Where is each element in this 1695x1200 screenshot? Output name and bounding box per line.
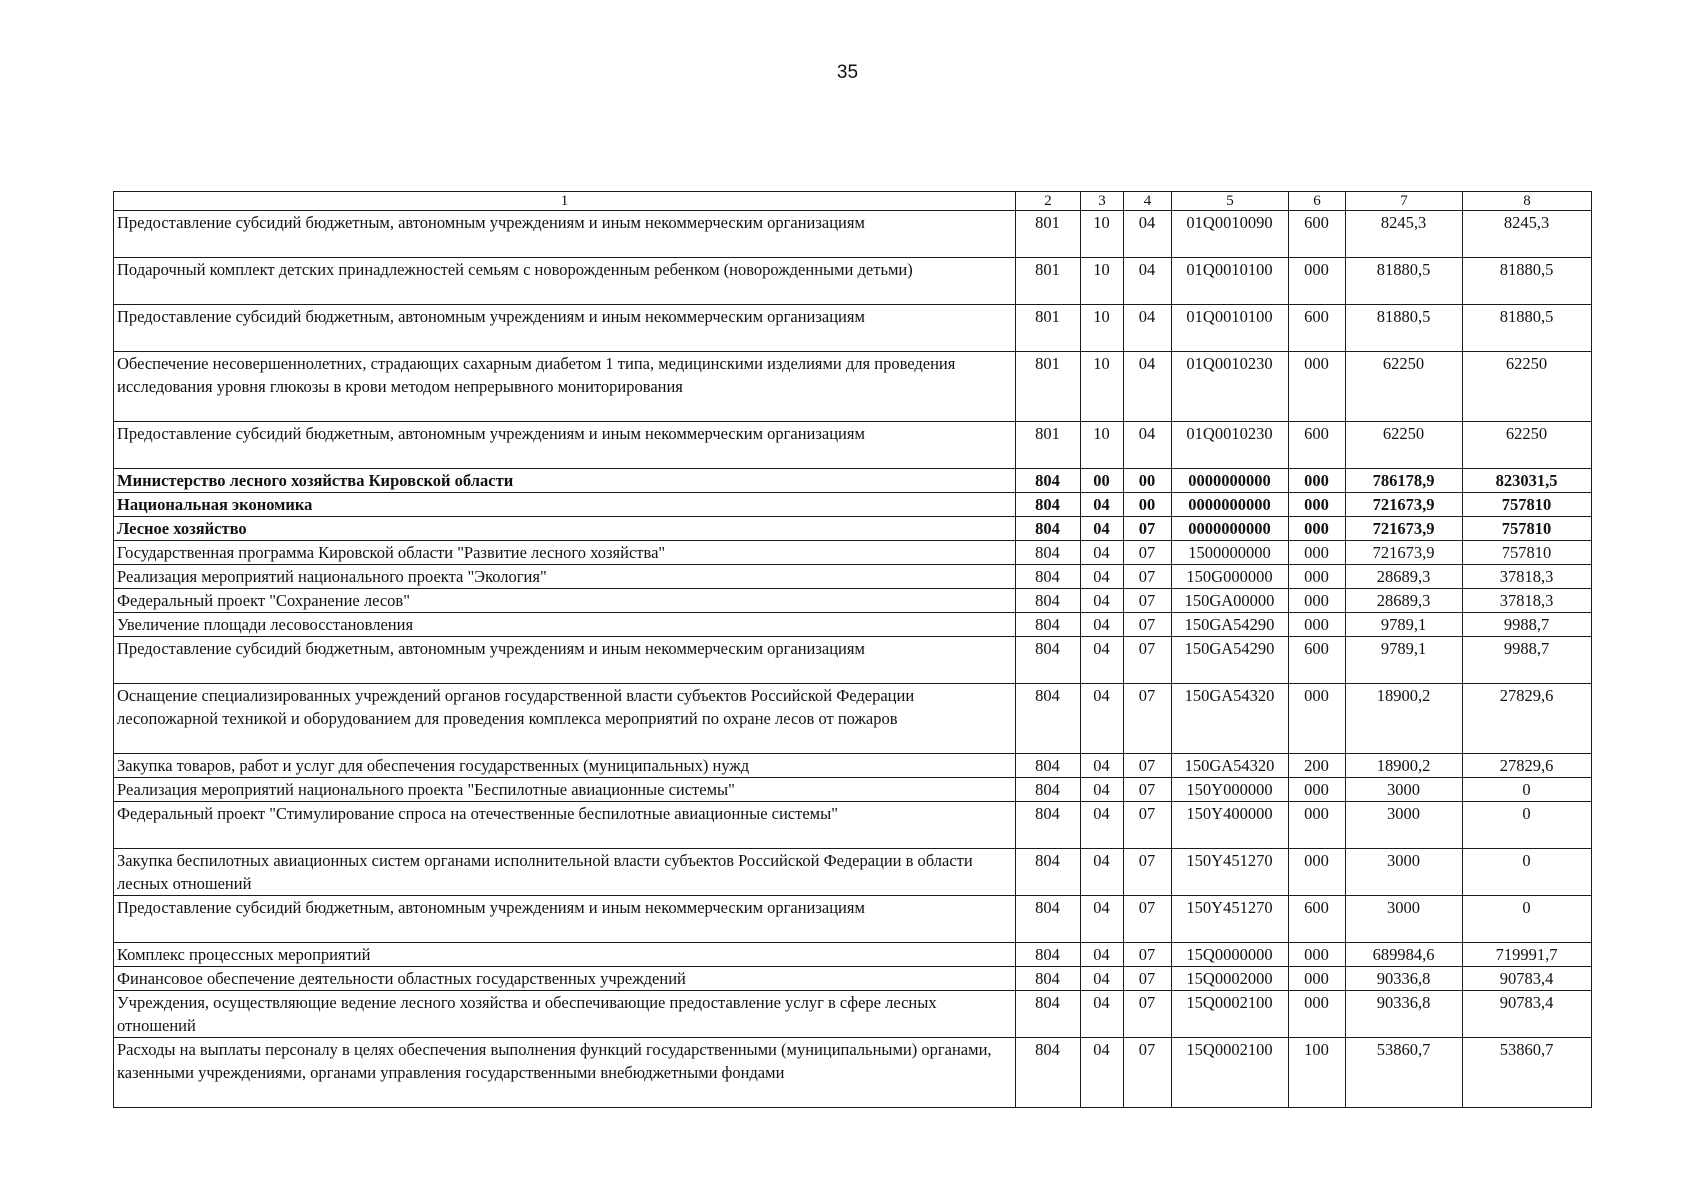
section-cell: 04 [1081, 991, 1124, 1038]
sum-2027-cell: 27829,6 [1463, 684, 1592, 754]
sum-2026-cell: 18900,2 [1346, 754, 1463, 778]
section-cell: 04 [1081, 637, 1124, 684]
expense-type-cell: 000 [1289, 778, 1346, 802]
rzp-code-cell: 804 [1016, 754, 1081, 778]
target-article-cell: 150Y000000 [1172, 778, 1289, 802]
target-article-cell: 15Q0002000 [1172, 967, 1289, 991]
subsection-cell: 04 [1124, 258, 1172, 305]
expense-type-cell: 600 [1289, 305, 1346, 352]
expense-type-cell: 000 [1289, 352, 1346, 422]
sum-2027-cell: 37818,3 [1463, 589, 1592, 613]
subsection-cell: 07 [1124, 1038, 1172, 1108]
sum-2027-cell: 757810 [1463, 517, 1592, 541]
table-row [114, 211, 1592, 258]
column-number-cell: 8 [1463, 192, 1592, 211]
sum-2026-cell: 721673,9 [1346, 493, 1463, 517]
rzp-code-cell: 804 [1016, 778, 1081, 802]
subsection-cell: 07 [1124, 896, 1172, 943]
sum-2027-cell: 823031,5 [1463, 469, 1592, 493]
sum-2027-cell: 62250 [1463, 422, 1592, 469]
target-article-cell: 150GA54290 [1172, 637, 1289, 684]
expense-type-cell: 000 [1289, 943, 1346, 967]
rzp-code-cell: 804 [1016, 802, 1081, 849]
sum-2027-cell: 0 [1463, 802, 1592, 849]
row-name-cell: Подарочный комплект детских принадлежностей семьям с новорожденным ребенком (новорожденными детьми) [114, 258, 1016, 305]
expense-type-cell: 600 [1289, 896, 1346, 943]
table-row [114, 754, 1592, 778]
target-article-cell: 01Q0010090 [1172, 211, 1289, 258]
target-article-cell: 15Q0000000 [1172, 943, 1289, 967]
subsection-cell: 07 [1124, 589, 1172, 613]
expense-type-cell: 600 [1289, 422, 1346, 469]
rzp-code-cell: 804 [1016, 565, 1081, 589]
subsection-cell: 07 [1124, 613, 1172, 637]
rzp-code-cell: 804 [1016, 684, 1081, 754]
table-row [114, 637, 1592, 684]
expense-type-cell: 000 [1289, 967, 1346, 991]
table-row [114, 541, 1592, 565]
sum-2026-cell: 3000 [1346, 802, 1463, 849]
table-row [114, 613, 1592, 637]
expense-type-cell: 600 [1289, 637, 1346, 684]
rzp-code-cell: 801 [1016, 305, 1081, 352]
section-cell: 04 [1081, 849, 1124, 896]
expense-type-cell: 000 [1289, 684, 1346, 754]
sum-2027-cell: 62250 [1463, 352, 1592, 422]
row-name-cell: Обеспечение несовершеннолетних, страдающих сахарным диабетом 1 типа, медицинскими изделиями для проведения исследования уровня глюкозы в крови методом непрерывного мониторирования [114, 352, 1016, 422]
sum-2026-cell: 721673,9 [1346, 517, 1463, 541]
table-row [114, 967, 1592, 991]
expense-type-cell: 000 [1289, 493, 1346, 517]
column-number-cell: 2 [1016, 192, 1081, 211]
rzp-code-cell: 804 [1016, 469, 1081, 493]
sum-2027-cell: 0 [1463, 849, 1592, 896]
sum-2026-cell: 3000 [1346, 778, 1463, 802]
expense-type-cell: 000 [1289, 517, 1346, 541]
target-article-cell: 150Y451270 [1172, 849, 1289, 896]
column-number-cell: 1 [114, 192, 1016, 211]
rzp-code-cell: 804 [1016, 613, 1081, 637]
column-number-row [114, 192, 1592, 211]
budget-table [113, 191, 1592, 1108]
table-row [114, 589, 1592, 613]
target-article-cell: 01Q0010230 [1172, 352, 1289, 422]
rzp-code-cell: 804 [1016, 493, 1081, 517]
expense-type-cell: 200 [1289, 754, 1346, 778]
sum-2027-cell: 81880,5 [1463, 305, 1592, 352]
target-article-cell: 150GA54320 [1172, 684, 1289, 754]
sum-2026-cell: 28689,3 [1346, 565, 1463, 589]
target-article-cell: 15Q0002100 [1172, 1038, 1289, 1108]
expense-type-cell: 100 [1289, 1038, 1346, 1108]
section-cell: 10 [1081, 211, 1124, 258]
sum-2027-cell: 719991,7 [1463, 943, 1592, 967]
section-cell: 04 [1081, 565, 1124, 589]
rzp-code-cell: 804 [1016, 943, 1081, 967]
section-cell: 04 [1081, 589, 1124, 613]
section-cell: 04 [1081, 493, 1124, 517]
sum-2027-cell: 757810 [1463, 493, 1592, 517]
row-name-cell: Реализация мероприятий национального проекта "Экология" [114, 565, 1016, 589]
table-row [114, 258, 1592, 305]
row-name-cell: Государственная программа Кировской области "Развитие лесного хозяйства" [114, 541, 1016, 565]
subsection-cell: 07 [1124, 637, 1172, 684]
section-cell: 04 [1081, 754, 1124, 778]
rzp-code-cell: 801 [1016, 352, 1081, 422]
table-row [114, 517, 1592, 541]
subsection-cell: 07 [1124, 967, 1172, 991]
row-name-cell: Федеральный проект "Сохранение лесов" [114, 589, 1016, 613]
sum-2027-cell: 81880,5 [1463, 258, 1592, 305]
expense-type-cell: 000 [1289, 565, 1346, 589]
rzp-code-cell: 804 [1016, 967, 1081, 991]
sum-2026-cell: 90336,8 [1346, 967, 1463, 991]
subsection-cell: 07 [1124, 541, 1172, 565]
column-number-cell: 4 [1124, 192, 1172, 211]
expense-type-cell: 000 [1289, 589, 1346, 613]
sum-2027-cell: 9988,7 [1463, 637, 1592, 684]
sum-2027-cell: 0 [1463, 778, 1592, 802]
sum-2026-cell: 786178,9 [1346, 469, 1463, 493]
sum-2026-cell: 53860,7 [1346, 1038, 1463, 1108]
sum-2026-cell: 18900,2 [1346, 684, 1463, 754]
target-article-cell: 0000000000 [1172, 517, 1289, 541]
subsection-cell: 07 [1124, 565, 1172, 589]
subsection-cell: 07 [1124, 943, 1172, 967]
subsection-cell: 04 [1124, 352, 1172, 422]
row-name-cell: Предоставление субсидий бюджетным, автономным учреждениям и иным некоммерческим организациям [114, 305, 1016, 352]
section-cell: 10 [1081, 258, 1124, 305]
rzp-code-cell: 804 [1016, 541, 1081, 565]
column-number-cell: 6 [1289, 192, 1346, 211]
target-article-cell: 150GA00000 [1172, 589, 1289, 613]
target-article-cell: 0000000000 [1172, 493, 1289, 517]
row-name-cell: Федеральный проект "Стимулирование спроса на отечественные беспилотные авиационные системы" [114, 802, 1016, 849]
expense-type-cell: 600 [1289, 211, 1346, 258]
expense-type-cell: 000 [1289, 991, 1346, 1038]
row-name-cell: Оснащение специализированных учреждений органов государственной власти субъектов Российской Федерации лесопожарной техникой и оборудованием для проведения комплекса мероприятий по охране лесов от пожаров [114, 684, 1016, 754]
sum-2026-cell: 689984,6 [1346, 943, 1463, 967]
expense-type-cell: 000 [1289, 613, 1346, 637]
row-name-cell: Комплекс процессных мероприятий [114, 943, 1016, 967]
subsection-cell: 07 [1124, 754, 1172, 778]
target-article-cell: 150G000000 [1172, 565, 1289, 589]
rzp-code-cell: 801 [1016, 422, 1081, 469]
sum-2027-cell: 90783,4 [1463, 967, 1592, 991]
table-row [114, 991, 1592, 1038]
rzp-code-cell: 804 [1016, 849, 1081, 896]
sum-2026-cell: 9789,1 [1346, 637, 1463, 684]
section-cell: 04 [1081, 1038, 1124, 1108]
subsection-cell: 04 [1124, 305, 1172, 352]
subsection-cell: 04 [1124, 422, 1172, 469]
target-article-cell: 01Q0010230 [1172, 422, 1289, 469]
section-cell: 04 [1081, 541, 1124, 565]
section-cell: 00 [1081, 469, 1124, 493]
row-name-cell: Министерство лесного хозяйства Кировской области [114, 469, 1016, 493]
subsection-cell: 04 [1124, 211, 1172, 258]
target-article-cell: 01Q0010100 [1172, 305, 1289, 352]
table-row [114, 778, 1592, 802]
row-name-cell: Предоставление субсидий бюджетным, автономным учреждениям и иным некоммерческим организациям [114, 896, 1016, 943]
section-cell: 04 [1081, 517, 1124, 541]
sum-2027-cell: 27829,6 [1463, 754, 1592, 778]
column-number-cell: 3 [1081, 192, 1124, 211]
table-row [114, 684, 1592, 754]
row-name-cell: Предоставление субсидий бюджетным, автономным учреждениям и иным некоммерческим организациям [114, 211, 1016, 258]
subsection-cell: 07 [1124, 778, 1172, 802]
section-cell: 10 [1081, 422, 1124, 469]
rzp-code-cell: 804 [1016, 896, 1081, 943]
section-cell: 04 [1081, 967, 1124, 991]
sum-2026-cell: 9789,1 [1346, 613, 1463, 637]
sum-2026-cell: 3000 [1346, 849, 1463, 896]
target-article-cell: 1500000000 [1172, 541, 1289, 565]
subsection-cell: 07 [1124, 684, 1172, 754]
rzp-code-cell: 804 [1016, 517, 1081, 541]
row-name-cell: Национальная экономика [114, 493, 1016, 517]
table-row [114, 943, 1592, 967]
page-number: 35 [836, 62, 859, 83]
target-article-cell: 150Y400000 [1172, 802, 1289, 849]
column-number-cell: 5 [1172, 192, 1289, 211]
target-article-cell: 150GA54290 [1172, 613, 1289, 637]
target-article-cell: 01Q0010100 [1172, 258, 1289, 305]
section-cell: 04 [1081, 943, 1124, 967]
sum-2026-cell: 90336,8 [1346, 991, 1463, 1038]
section-cell: 04 [1081, 896, 1124, 943]
table-row [114, 565, 1592, 589]
section-cell: 04 [1081, 684, 1124, 754]
rzp-code-cell: 804 [1016, 637, 1081, 684]
sum-2026-cell: 721673,9 [1346, 541, 1463, 565]
sum-2027-cell: 8245,3 [1463, 211, 1592, 258]
row-name-cell: Увеличение площади лесовосстановления [114, 613, 1016, 637]
expense-type-cell: 000 [1289, 258, 1346, 305]
sum-2026-cell: 28689,3 [1346, 589, 1463, 613]
row-name-cell: Предоставление субсидий бюджетным, автономным учреждениям и иным некоммерческим организациям [114, 422, 1016, 469]
subsection-cell: 07 [1124, 991, 1172, 1038]
target-article-cell: 0000000000 [1172, 469, 1289, 493]
expense-type-cell: 000 [1289, 469, 1346, 493]
sum-2027-cell: 0 [1463, 896, 1592, 943]
table-row [114, 352, 1592, 422]
target-article-cell: 15Q0002100 [1172, 991, 1289, 1038]
sum-2026-cell: 3000 [1346, 896, 1463, 943]
row-name-cell: Финансовое обеспечение деятельности областных государственных учреждений [114, 967, 1016, 991]
subsection-cell: 07 [1124, 802, 1172, 849]
sum-2026-cell: 81880,5 [1346, 305, 1463, 352]
row-name-cell: Учреждения, осуществляющие ведение лесного хозяйства и обеспечивающие предоставление услуг в сфере лесных отношений [114, 991, 1016, 1038]
subsection-cell: 00 [1124, 469, 1172, 493]
section-cell: 04 [1081, 778, 1124, 802]
rzp-code-cell: 804 [1016, 991, 1081, 1038]
table-row [114, 1038, 1592, 1108]
row-name-cell: Закупка товаров, работ и услуг для обеспечения государственных (муниципальных) нужд [114, 754, 1016, 778]
sum-2026-cell: 81880,5 [1346, 258, 1463, 305]
target-article-cell: 150GA54320 [1172, 754, 1289, 778]
sum-2027-cell: 757810 [1463, 541, 1592, 565]
expense-type-cell: 000 [1289, 541, 1346, 565]
table-row [114, 422, 1592, 469]
rzp-code-cell: 804 [1016, 589, 1081, 613]
expense-type-cell: 000 [1289, 802, 1346, 849]
row-name-cell: Реализация мероприятий национального проекта "Беспилотные авиационные системы" [114, 778, 1016, 802]
rzp-code-cell: 801 [1016, 211, 1081, 258]
sum-2026-cell: 62250 [1346, 352, 1463, 422]
subsection-cell: 00 [1124, 493, 1172, 517]
table-row [114, 493, 1592, 517]
row-name-cell: Закупка беспилотных авиационных систем органами исполнительной власти субъектов Российской Федерации в области лесных отношений [114, 849, 1016, 896]
sum-2026-cell: 8245,3 [1346, 211, 1463, 258]
expense-type-cell: 000 [1289, 849, 1346, 896]
table-row [114, 469, 1592, 493]
sum-2026-cell: 62250 [1346, 422, 1463, 469]
target-article-cell: 150Y451270 [1172, 896, 1289, 943]
table-row [114, 802, 1592, 849]
section-cell: 10 [1081, 352, 1124, 422]
section-cell: 10 [1081, 305, 1124, 352]
sum-2027-cell: 37818,3 [1463, 565, 1592, 589]
column-number-cell: 7 [1346, 192, 1463, 211]
row-name-cell: Лесное хозяйство [114, 517, 1016, 541]
sum-2027-cell: 9988,7 [1463, 613, 1592, 637]
rzp-code-cell: 801 [1016, 258, 1081, 305]
row-name-cell: Предоставление субсидий бюджетным, автономным учреждениям и иным некоммерческим организациям [114, 637, 1016, 684]
section-cell: 04 [1081, 802, 1124, 849]
table-row [114, 896, 1592, 943]
subsection-cell: 07 [1124, 849, 1172, 896]
table-row [114, 305, 1592, 352]
rzp-code-cell: 804 [1016, 1038, 1081, 1108]
table-row [114, 849, 1592, 896]
section-cell: 04 [1081, 613, 1124, 637]
sum-2027-cell: 90783,4 [1463, 991, 1592, 1038]
row-name-cell: Расходы на выплаты персоналу в целях обеспечения выполнения функций государственными (муниципальными) органами, казенными учреждениями, органами управления государственными внебюджетными фондами [114, 1038, 1016, 1108]
sum-2027-cell: 53860,7 [1463, 1038, 1592, 1108]
subsection-cell: 07 [1124, 517, 1172, 541]
